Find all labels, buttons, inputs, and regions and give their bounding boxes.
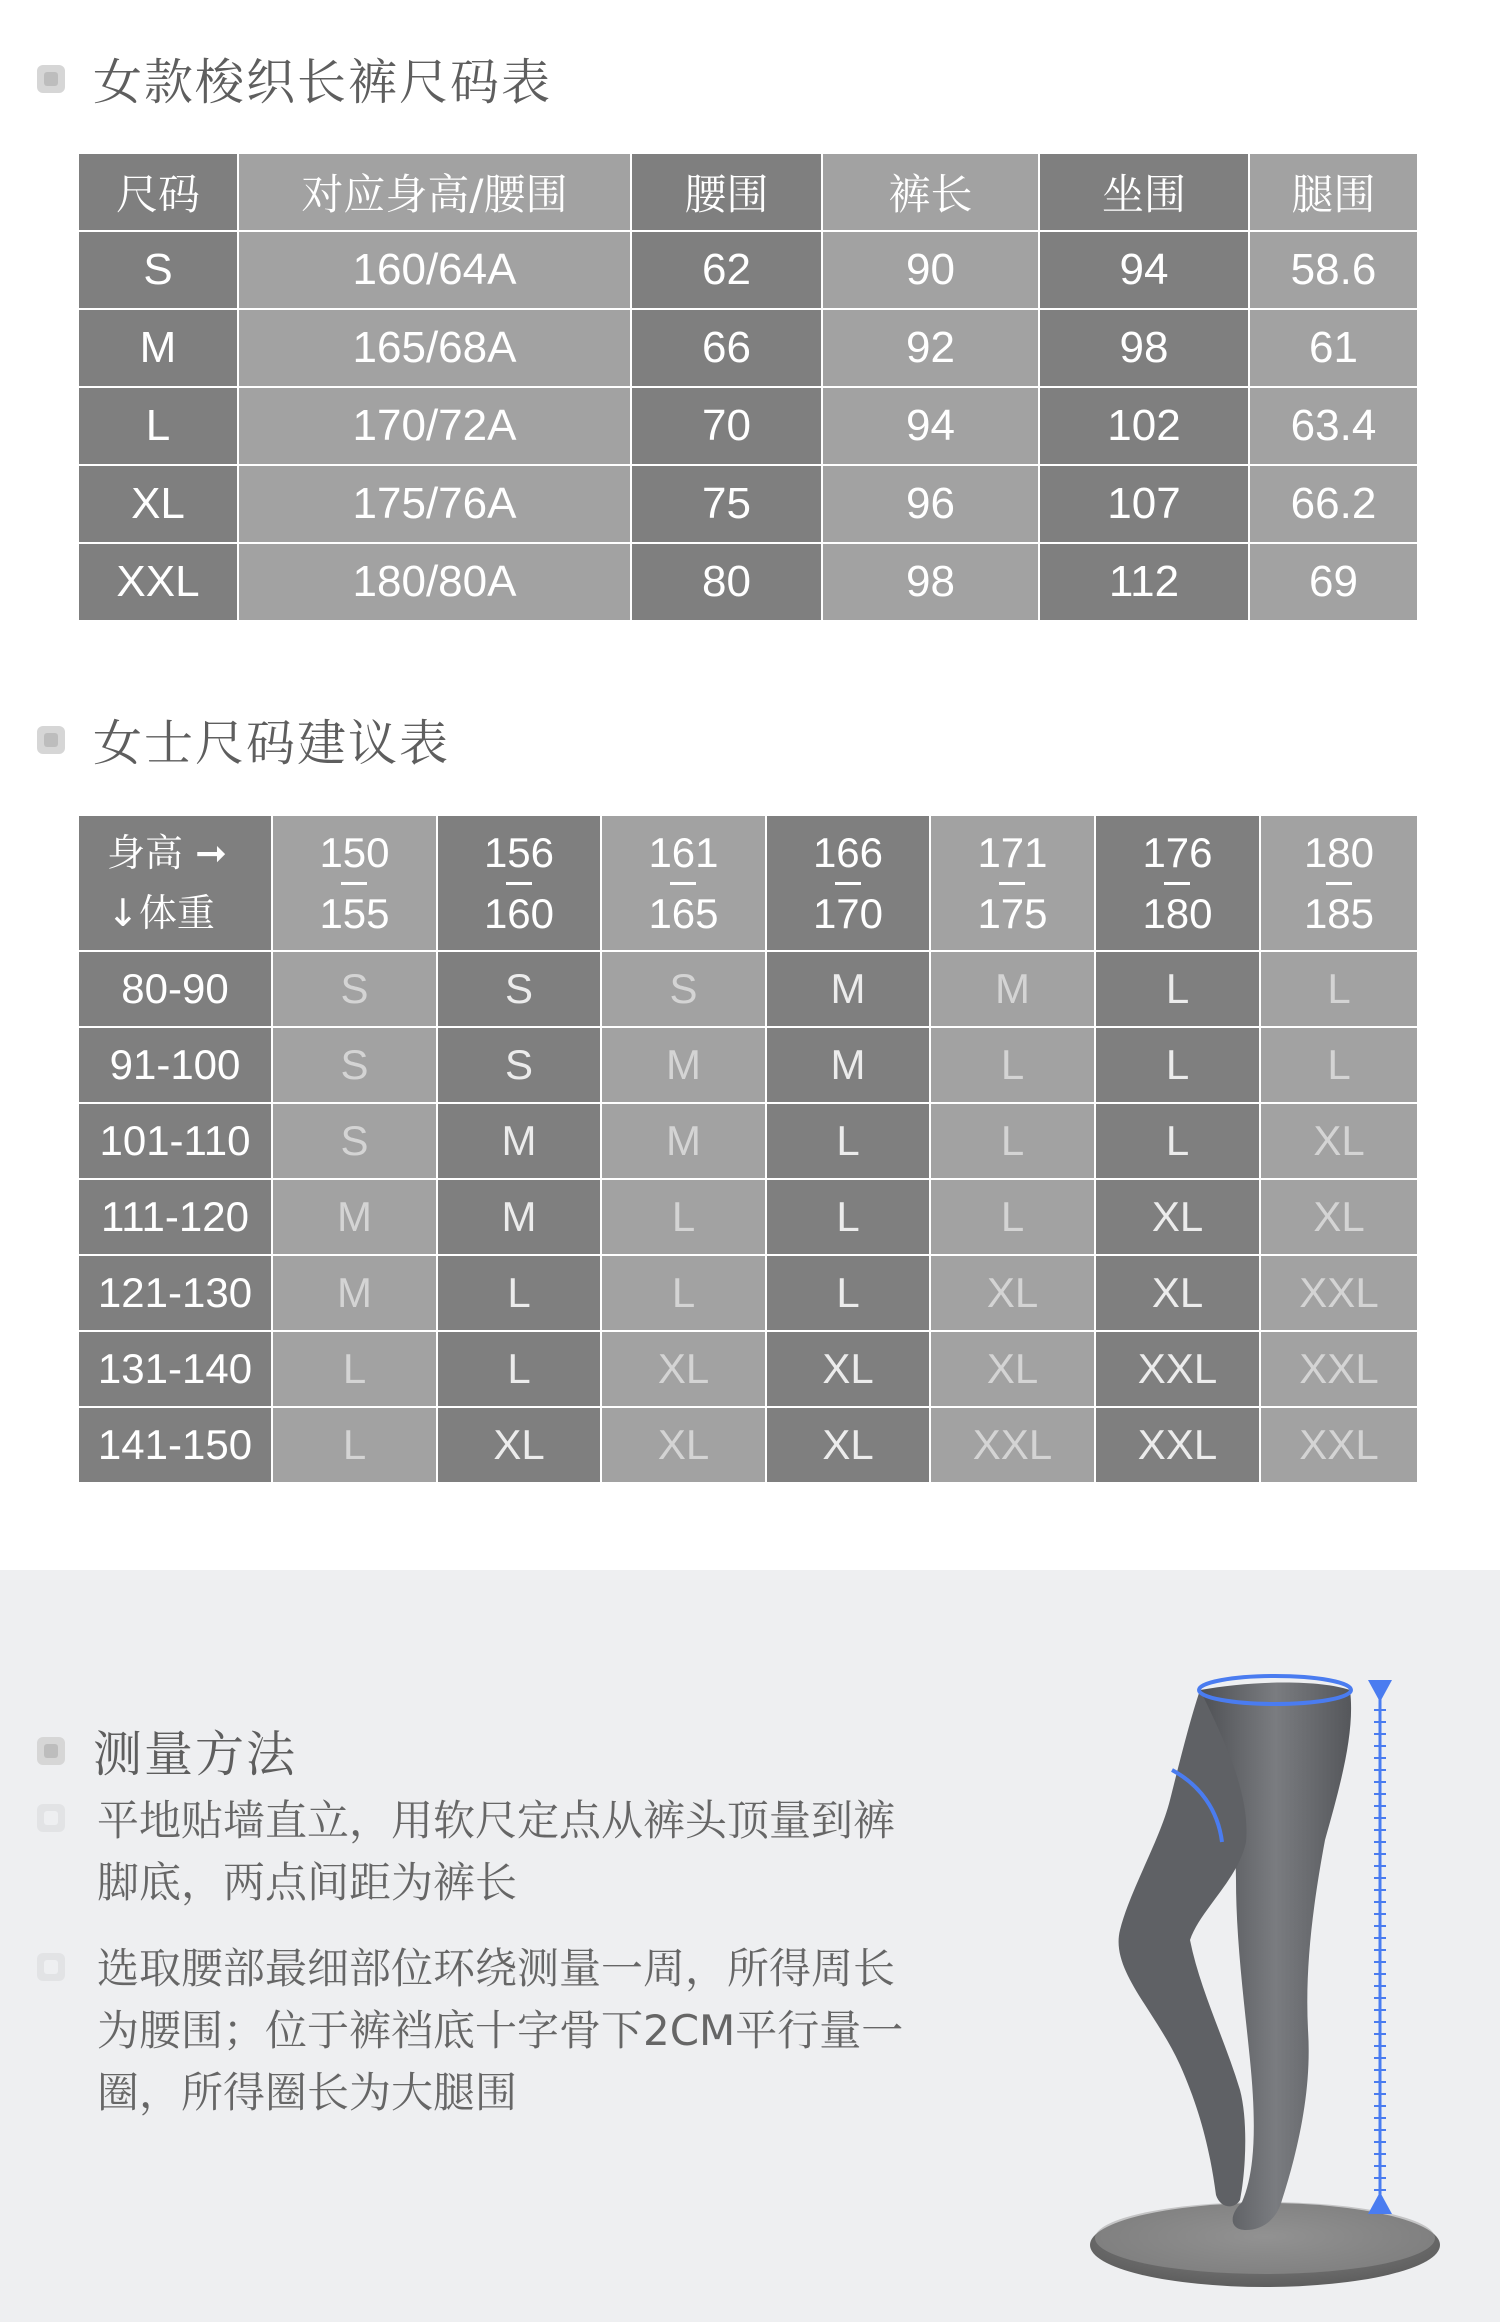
height-to: 180 [1142,889,1213,937]
table-cell: 62 [631,231,822,309]
size-cell: XXL [1095,1331,1260,1407]
bullet-square-icon [37,1953,65,1981]
size-cell: XXL [1095,1407,1260,1483]
table-cell: 94 [1039,231,1249,309]
header-cell: 坐围 [1039,153,1249,231]
size-cell: XXL [1260,1255,1418,1331]
weight-range-cell: 91-100 [78,1027,272,1103]
height-to: 170 [812,889,884,937]
size-cell: XXL [930,1407,1095,1483]
table-cell: 80 [631,543,822,621]
range-divider [670,882,696,885]
header-cell: 对应身高/腰围 [238,153,631,231]
size-cell: XL [1095,1179,1260,1255]
table-cell: 63.4 [1249,387,1418,465]
table-row [78,387,1418,465]
weight-label: 体重 [138,891,215,935]
measure-paragraph-waist [97,1938,903,2124]
paragraph-line: 平地贴墙直立，用软尺定点从裤头顶量到裤 [97,1796,896,1845]
size-cell: L [766,1179,930,1255]
table-cell: 92 [822,309,1039,387]
size-cell: M [601,1027,766,1103]
table-cell: 90 [822,231,1039,309]
bullet-square-icon [37,65,65,93]
range-divider [835,882,861,885]
size-cell: M [437,1179,601,1255]
size-recommendation-table [77,814,1419,1484]
bullet-square-icon [37,1737,65,1765]
table-row [78,231,1418,309]
size-cell: M [272,1255,437,1331]
raised-leg [1119,1690,1247,2206]
table-header-row [78,153,1418,231]
table-row [78,1255,1418,1331]
table-cell: 66.2 [1249,465,1418,543]
measure-heading [37,1716,297,1786]
size-cell: XL [1260,1103,1418,1179]
table-row [78,1179,1418,1255]
table-cell: XL [78,465,238,543]
table-cell: M [78,309,238,387]
header-cell: 腿围 [1249,153,1418,231]
size-cell: L [272,1331,437,1407]
size-cell: XL [1260,1179,1418,1255]
height-to: 165 [648,889,719,937]
size-cell: L [930,1179,1095,1255]
table-cell: 170/72A [238,387,631,465]
size-cell: M [272,1179,437,1255]
height-from: 166 [812,828,884,876]
arrow-down-icon: ↓ [107,891,139,935]
size-cell: L [930,1027,1095,1103]
table-cell: 107 [1039,465,1249,543]
table-cell: 94 [822,387,1039,465]
mannequin-legs-illustration [1050,1610,1450,2300]
size-cell: XL [1095,1255,1260,1331]
section1-heading [37,44,552,114]
size-cell: S [272,1103,437,1179]
size-cell: XL [766,1331,930,1407]
ruler-ticks [1374,1710,1386,2190]
table-row [78,1331,1418,1407]
section2-title: 女士尺码建议表 [93,715,451,772]
table-cell: 69 [1249,543,1418,621]
size-cell: XL [601,1331,766,1407]
measure-paragraph-length [97,1790,895,1914]
table-row [78,1407,1418,1483]
size-cell: L [1095,1027,1260,1103]
paragraph-line: 圈，所得圈长为大腿围 [97,2068,518,2117]
size-chart-table [77,152,1419,622]
table-row [78,1103,1418,1179]
table-cell: 96 [822,465,1039,543]
ruler-top-arrow-icon [1368,1680,1392,1702]
size-cell: XL [930,1255,1095,1331]
table-cell: 70 [631,387,822,465]
size-cell: L [601,1255,766,1331]
paragraph-line: 选取腰部最细部位环绕测量一周，所得周长 [97,1944,896,1993]
measure-title: 测量方法 [93,1726,298,1783]
corner-header-cell [78,815,272,951]
height-to: 160 [483,889,555,937]
size-cell: L [1095,951,1260,1027]
table-header-row [78,815,1418,951]
size-cell: XXL [1260,1331,1418,1407]
range-divider [999,882,1025,885]
table-cell: 58.6 [1249,231,1418,309]
size-cell: XL [437,1407,601,1483]
measurement-section [0,1570,1500,2322]
size-cell: XL [930,1331,1095,1407]
size-cell: S [601,951,766,1027]
size-cell: L [766,1255,930,1331]
header-cell: 裤长 [822,153,1039,231]
size-cell: S [437,951,601,1027]
bullet-square-icon [37,726,65,754]
height-range-cell [437,815,601,951]
size-cell: L [601,1179,766,1255]
size-cell: S [437,1027,601,1103]
size-cell: XL [766,1407,930,1483]
size-cell: M [766,1027,930,1103]
height-range-cell [272,815,437,951]
weight-range-cell: 141-150 [78,1407,272,1483]
size-cell: L [1260,951,1418,1027]
table-row [78,543,1418,621]
table-cell: 165/68A [238,309,631,387]
range-divider [1326,882,1352,885]
table-row [78,309,1418,387]
table-cell: 180/80A [238,543,631,621]
range-divider [341,882,367,885]
header-cell: 腰围 [631,153,822,231]
table-row [78,465,1418,543]
section1-title: 女款梭织长裤尺码表 [93,54,553,111]
weight-range-cell: 121-130 [78,1255,272,1331]
paragraph-line: 脚底，两点间距为裤长 [97,1858,518,1907]
size-cell: S [272,1027,437,1103]
table-cell: 98 [822,543,1039,621]
weight-range-cell: 101-110 [78,1103,272,1179]
height-label: 身高 [107,831,184,875]
weight-range-cell: 131-140 [78,1331,272,1407]
size-cell: L [1095,1103,1260,1179]
range-divider [506,882,532,885]
arrow-right-icon: ➞ [195,831,227,875]
size-cell: XL [601,1407,766,1483]
table-cell: XXL [78,543,238,621]
table-cell: 66 [631,309,822,387]
bullet-square-icon [37,1804,65,1832]
size-cell: L [437,1331,601,1407]
table-row [78,1027,1418,1103]
height-range-cell [601,815,766,951]
ruler-bottom-arrow-icon [1368,2192,1392,2214]
table-cell: 102 [1039,387,1249,465]
table-cell: 160/64A [238,231,631,309]
table-cell: L [78,387,238,465]
height-range-cell [930,815,1095,951]
height-to: 185 [1303,889,1375,937]
section2-heading [37,705,450,775]
weight-range-cell: 111-120 [78,1179,272,1255]
height-from: 150 [319,828,390,876]
size-cell: L [272,1407,437,1483]
height-from: 176 [1142,828,1213,876]
height-from: 156 [483,828,555,876]
size-cell: M [930,951,1095,1027]
paragraph-line: 为腰围；位于裤裆底十字骨下2CM平行量一 [97,2006,904,2055]
size-cell: M [766,951,930,1027]
size-cell: M [601,1103,766,1179]
height-range-cell [1260,815,1418,951]
table-cell: 75 [631,465,822,543]
size-cell: XXL [1260,1407,1418,1483]
table-cell: S [78,231,238,309]
header-cell: 尺码 [78,153,238,231]
size-cell: M [437,1103,601,1179]
height-to: 175 [977,889,1048,937]
size-cell: L [766,1103,930,1179]
table-cell: 98 [1039,309,1249,387]
height-range-cell [766,815,930,951]
height-from: 171 [977,828,1048,876]
weight-range-cell: 80-90 [78,951,272,1027]
size-cell: L [1260,1027,1418,1103]
table-cell: 61 [1249,309,1418,387]
size-cell: L [930,1103,1095,1179]
size-cell: S [272,951,437,1027]
size-cell: L [437,1255,601,1331]
table-cell: 112 [1039,543,1249,621]
height-to: 155 [319,889,390,937]
table-cell: 175/76A [238,465,631,543]
height-range-cell [1095,815,1260,951]
table-row [78,951,1418,1027]
range-divider [1164,882,1190,885]
height-from: 161 [648,828,719,876]
height-from: 180 [1303,828,1375,876]
